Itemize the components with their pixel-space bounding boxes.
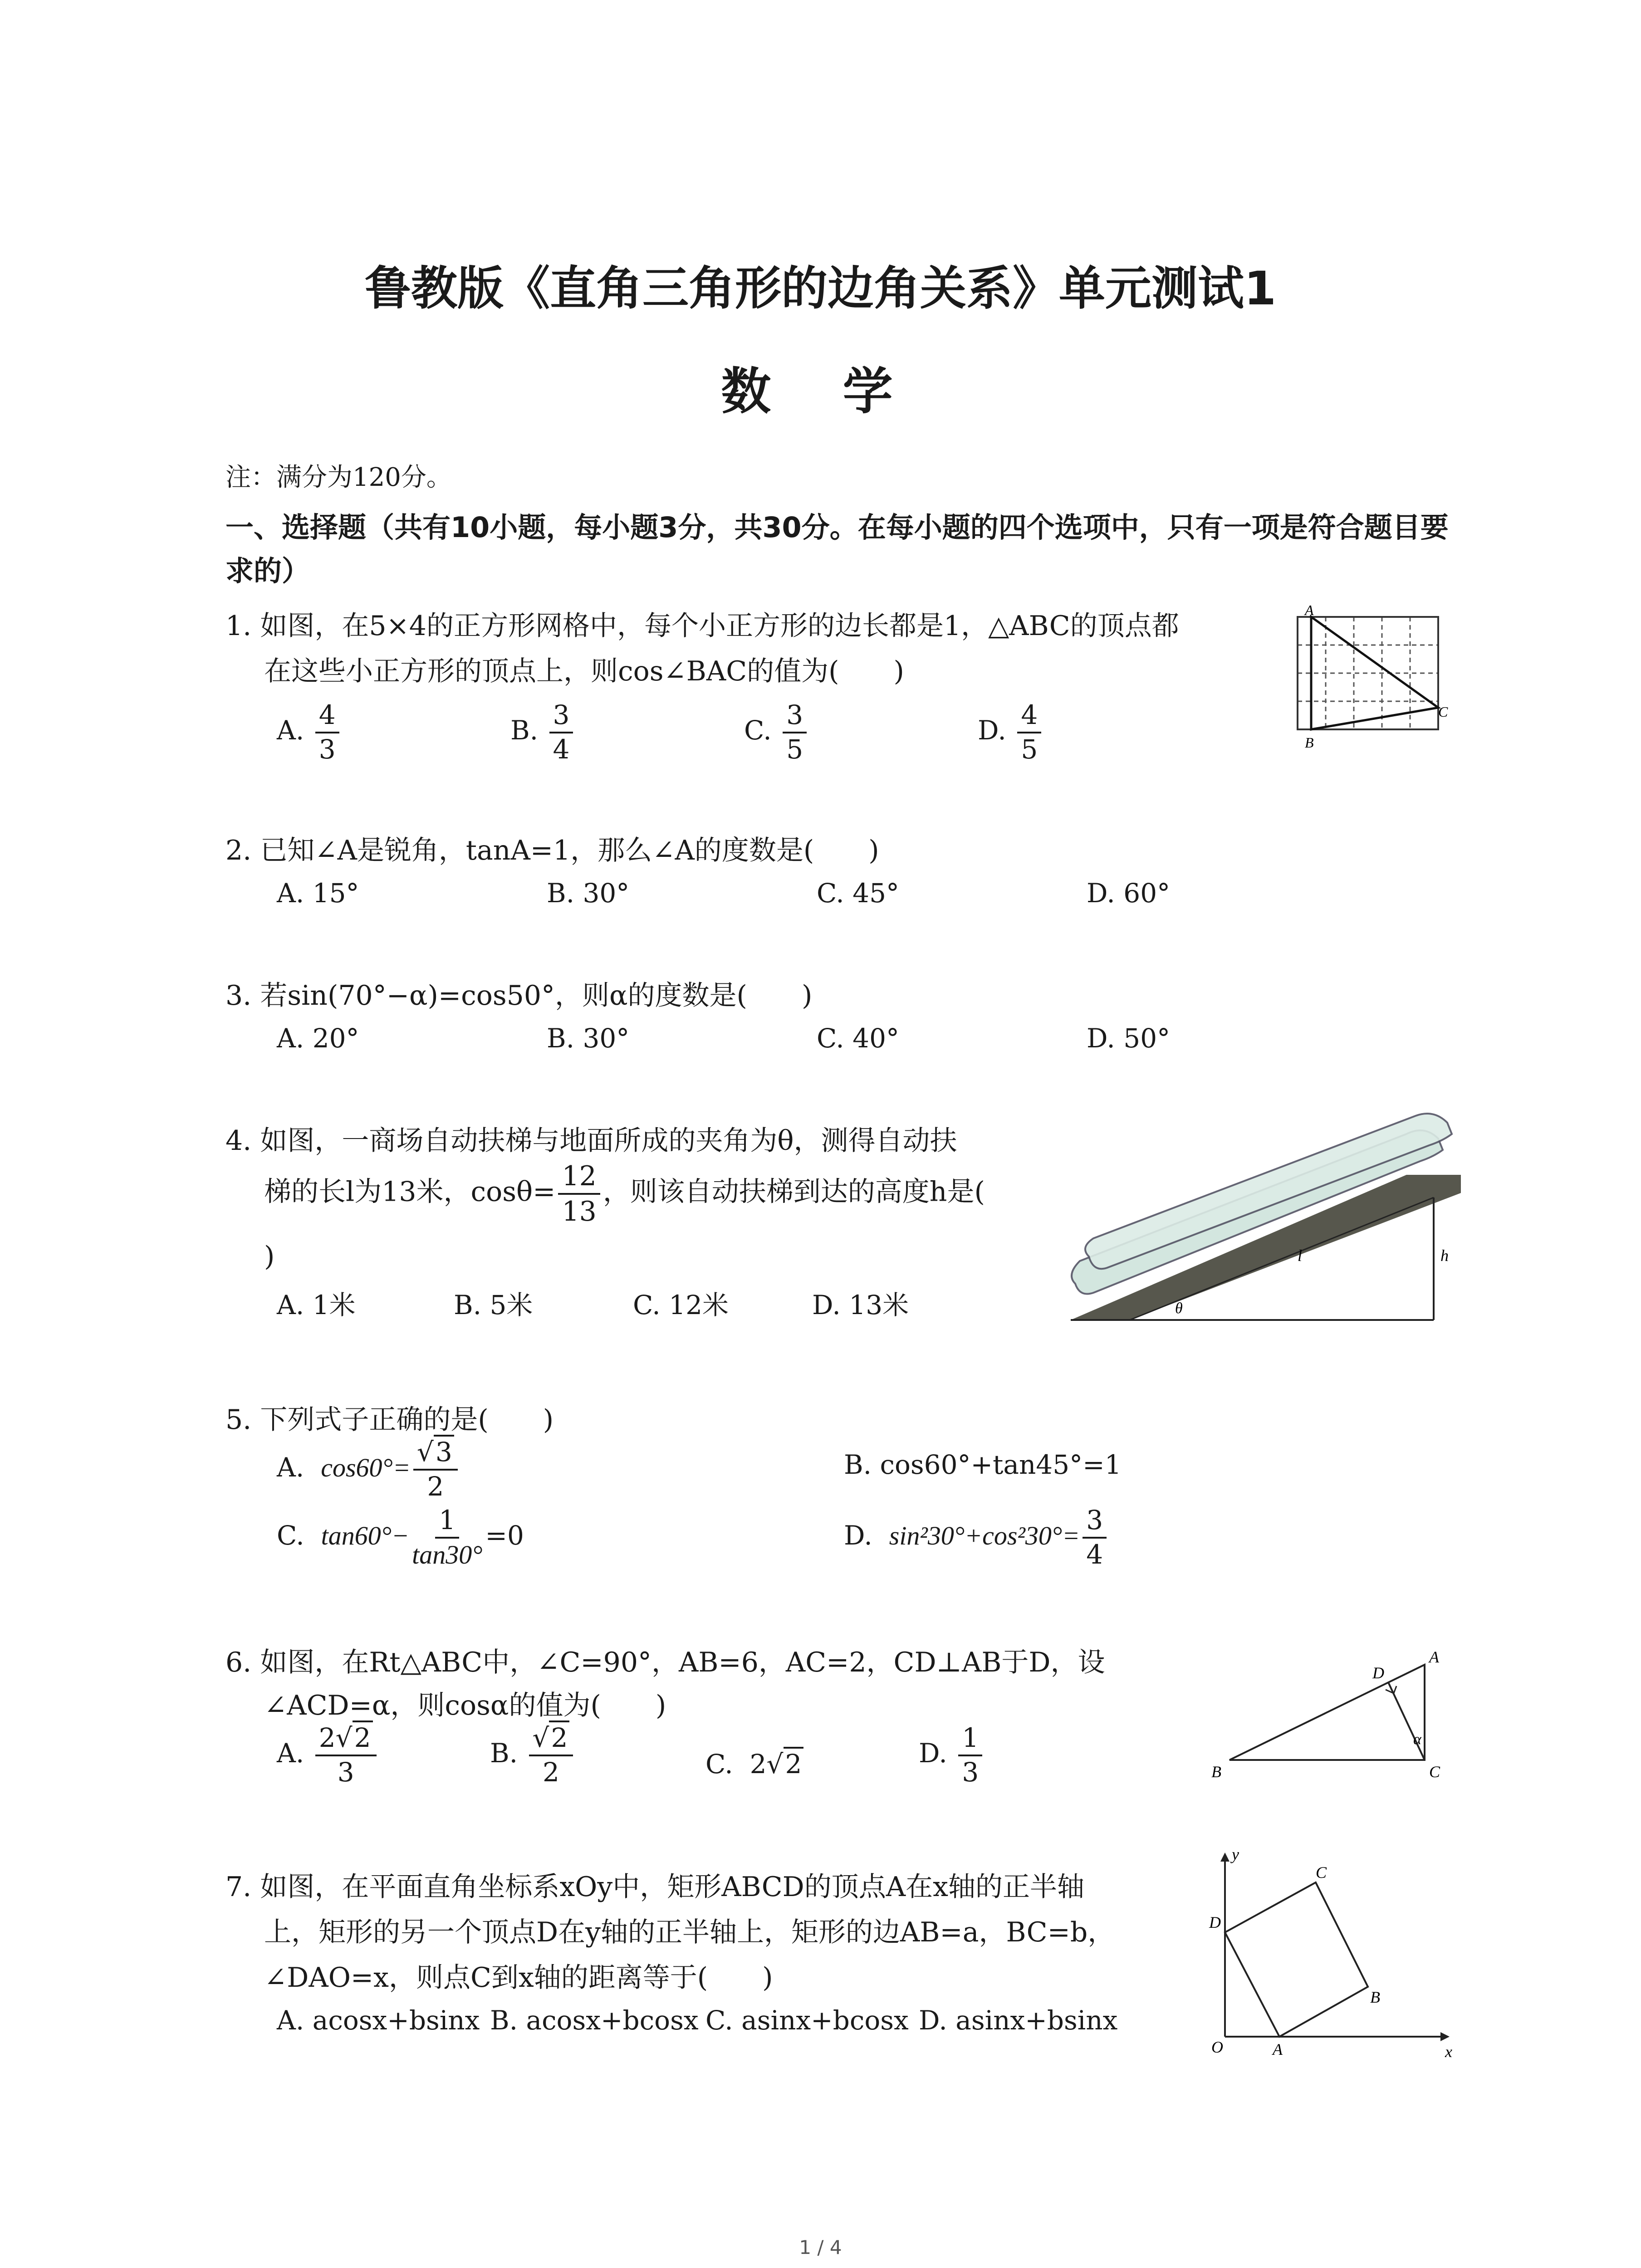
- q1-fig-label-c: C: [1438, 704, 1448, 720]
- q4-fig-label-h: h: [1440, 1246, 1449, 1265]
- q1-line1: 1. 如图，在5×4的正方形网格中，每个小正方形的边长都是1，△ABC的顶点都: [225, 610, 1179, 642]
- q1-fig-label-b: B: [1305, 734, 1314, 751]
- q7-line2: 上，矩形的另一个顶点D在y轴的正半轴上，矩形的边AB=a，BC=b，: [264, 1916, 1115, 1948]
- q6-option-a[interactable]: [277, 1724, 379, 1787]
- q5-option-a-expr: cos60°=: [321, 1452, 411, 1482]
- q1-option-b[interactable]: [510, 701, 576, 764]
- q6-line1: 6. 如图，在Rt△ABC中，∠C=90°，AB=6，AC=2，CD⊥AB于D，设: [225, 1647, 1105, 1678]
- section-heading: 一、选择题（共有10小题，每小题3分，共30分。在每小题的四个选项中，只有一项是符合题目要求的）: [225, 511, 1449, 587]
- q5-option-c[interactable]: [277, 1506, 524, 1569]
- q1-option-a-fraction: $\frac{4}{3}$: [315, 701, 339, 764]
- q1-option-b-label: B.: [510, 714, 539, 746]
- q4-option-c[interactable]: C. 12米: [633, 1290, 729, 1320]
- q1-option-d-label: D.: [978, 714, 1006, 746]
- q5-option-b[interactable]: B. cos60°+tan45°=1: [844, 1449, 1122, 1480]
- q4-line2-left: 梯的长l为13米，cosθ=: [264, 1176, 556, 1208]
- q5-option-d[interactable]: [844, 1506, 1109, 1569]
- q7-line1: 7. 如图，在平面直角坐标系xOy中，矩形ABCD的顶点A在x轴的正半轴: [225, 1871, 1084, 1903]
- q7-fig-label-b: B: [1370, 1988, 1380, 2006]
- q6-fig-label-a: A: [1429, 1648, 1439, 1666]
- q6-option-d[interactable]: [919, 1724, 985, 1787]
- q6-option-a-label: A.: [277, 1737, 304, 1769]
- q6-fig-label-b: B: [1211, 1763, 1221, 1781]
- q1-option-d[interactable]: [978, 701, 1044, 764]
- q6-option-c[interactable]: [705, 1749, 803, 1779]
- q7-option-a[interactable]: A. acosx+bsinx: [277, 2005, 480, 2036]
- q2-line1: 2. 已知∠A是锐角，tanA=1，那么∠A的度数是( ): [225, 835, 879, 866]
- q7-fig-label-c: C: [1316, 1863, 1327, 1882]
- q6-option-d-fraction: $\frac{1}{3}$: [958, 1724, 982, 1787]
- q2-option-d[interactable]: D. 60°: [1087, 878, 1171, 909]
- q7-fig-label-o: O: [1211, 2038, 1223, 2056]
- q2-option-a[interactable]: A. 15°: [277, 878, 359, 909]
- q1-option-a-label: A.: [277, 714, 304, 746]
- q5-option-d-expr: sin²30°+cos²30°=: [889, 1520, 1080, 1550]
- q2-option-c[interactable]: C. 45°: [817, 878, 899, 909]
- q1-option-d-fraction: $\frac{4}{5}$: [1017, 701, 1041, 764]
- q4-option-a[interactable]: A. 1米: [277, 1290, 356, 1320]
- q6-option-d-label: D.: [919, 1737, 947, 1769]
- q4-option-d[interactable]: D. 13米: [812, 1290, 909, 1320]
- q4-line2-right: ，则该自动扶梯到达的高度h是(: [603, 1176, 985, 1208]
- q7-option-c[interactable]: C. asinx+bcosx: [705, 2005, 909, 2036]
- q4-option-b[interactable]: B. 5米: [454, 1290, 533, 1320]
- q6-line2: ∠ACD=α，则cosα的值为( ): [264, 1690, 666, 1721]
- q5-option-a-fraction: $\frac{√3}{2}$: [413, 1438, 458, 1501]
- q5-option-c-fraction: $\frac{1}{\tan 30^\circ}$: [412, 1505, 483, 1569]
- q4-fig-label-theta: θ: [1175, 1300, 1183, 1317]
- q4-line3: ): [264, 1241, 275, 1272]
- q3-option-b[interactable]: B. 30°: [547, 1023, 630, 1054]
- q2-option-b[interactable]: B. 30°: [547, 878, 630, 909]
- page-title: 鲁教版《直角三角形的边角关系》单元测试1: [365, 262, 1276, 316]
- q5-option-c-label: C.: [277, 1520, 304, 1551]
- q6-option-c-label: C.: [705, 1749, 733, 1779]
- q4-fig-label-l: l: [1298, 1246, 1303, 1265]
- q4-cos-fraction: $\frac{12}{13}$: [558, 1161, 600, 1227]
- q4-line1: 4. 如图，一商场自动扶梯与地面所成的夹角为θ，测得自动扶: [225, 1125, 957, 1157]
- q1-option-c-label: C.: [744, 714, 772, 746]
- q6-option-b-label: B.: [490, 1737, 518, 1769]
- q5-option-a-label: A.: [277, 1452, 304, 1483]
- q4-escalator-figure: [1062, 1107, 1461, 1334]
- q4-line2: [264, 1161, 985, 1227]
- q5-option-d-label: D.: [844, 1520, 872, 1551]
- q6-option-c-sqrt: √2: [767, 1749, 804, 1779]
- q3-option-d[interactable]: D. 50°: [1087, 1023, 1171, 1054]
- score-note: 注：满分为120分。: [225, 463, 452, 492]
- q6-option-b-fraction: $\frac{√2}{2}$: [529, 1724, 573, 1787]
- q5-line1: 5. 下列式子正确的是( ): [225, 1404, 554, 1436]
- q1-option-c-fraction: $\frac{3}{5}$: [783, 701, 807, 764]
- q6-fig-label-alpha: α: [1413, 1731, 1421, 1748]
- q6-triangle-figure: [1211, 1647, 1461, 1792]
- q7-option-d[interactable]: D. asinx+bsinx: [919, 2005, 1118, 2036]
- page-number: 1 / 4: [799, 2236, 842, 2258]
- q6-fig-label-d: D: [1372, 1664, 1384, 1682]
- q7-line3: ∠DAO=x，则点C到x轴的距离等于( ): [264, 1962, 773, 1994]
- q6-option-b[interactable]: [490, 1724, 576, 1787]
- subject-title: 数 学: [721, 362, 920, 420]
- q3-line1: 3. 若sin(70°−α)=cos50°，则α的度数是( ): [225, 980, 813, 1012]
- q6-fig-label-c: C: [1429, 1763, 1440, 1781]
- q5-option-d-fraction: $\frac{3}{4}$: [1083, 1506, 1107, 1569]
- q5-option-c-expr: tan60°−: [321, 1520, 410, 1550]
- q1-option-b-fraction: $\frac{3}{4}$: [549, 701, 573, 764]
- q7-fig-label-x: x: [1445, 2043, 1452, 2061]
- q5-option-c-result: =0: [485, 1520, 524, 1551]
- q1-option-a[interactable]: [277, 701, 342, 764]
- q6-option-c-coef: 2: [749, 1749, 767, 1779]
- q7-fig-label-y: y: [1232, 1845, 1239, 1863]
- q7-fig-label-d: D: [1209, 1913, 1221, 1931]
- q1-fig-label-a: A: [1305, 602, 1314, 618]
- q1-line2: 在这些小正方形的顶点上，则cos∠BAC的值为( ): [264, 655, 904, 687]
- q7-option-b[interactable]: B. acosx+bcosx: [490, 2005, 699, 2036]
- q1-grid-figure: [1288, 603, 1452, 753]
- q3-option-a[interactable]: A. 20°: [277, 1023, 359, 1054]
- q1-option-c[interactable]: [744, 701, 809, 764]
- q7-coordinate-figure: [1189, 1846, 1461, 2059]
- q7-fig-label-a: A: [1273, 2040, 1283, 2058]
- q3-option-c[interactable]: C. 40°: [817, 1023, 899, 1054]
- q5-option-a[interactable]: [277, 1438, 460, 1501]
- q6-option-a-fraction: $\frac{2√2}{3}$: [315, 1724, 377, 1787]
